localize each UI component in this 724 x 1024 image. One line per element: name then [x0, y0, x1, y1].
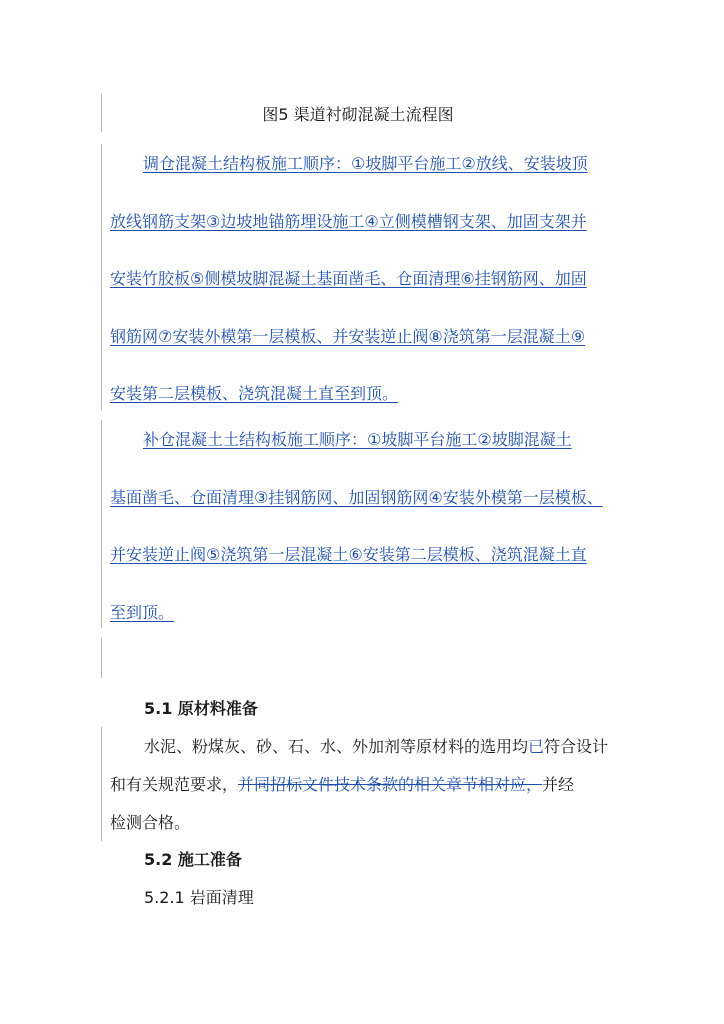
text-line: 基面凿毛、仓面清理③挂钢筋网、加固钢筋网④安装外模第一层模板、 [110, 487, 603, 507]
figure-caption: 图5 渠道衬砌混凝土流程图 [262, 105, 454, 124]
section-heading-5-1: 5.1 原材料准备 [144, 699, 258, 718]
text-line: 放线钢筋支架③边坡地锚筋埋设施工④立侧模槽钢支架、加固支架并 [110, 211, 587, 231]
text-line: 和有关规范要求，并同招标文件技术条款的相关章节相对应，并经 [110, 775, 575, 794]
text-line: 水泥、粉煤灰、砂、石、水、外加剂等原材料的选用均已符合设计 [144, 737, 609, 756]
revision-bar-para3 [101, 727, 102, 841]
text-line: 安装第二层模板、浇筑混凝土直至到顶。 [110, 384, 399, 403]
subsection-heading-5-2-1: 5.2.1 岩面清理 [144, 888, 254, 907]
text-line: 检测合格。 [110, 813, 191, 832]
inserted-text: 已 [528, 737, 545, 756]
inserted-paragraph-fill-slab-sequence [110, 411, 616, 665]
inserted-paragraph-adjust-slab-sequence [110, 135, 616, 446]
text-line: 钢筋网⑦安装外模第一层模板、并安装逆止阀⑧浇筑第一层混凝土⑨ [110, 326, 586, 346]
text-line: 安装竹胶板⑤侧模坡脚混凝土基面凿毛、仓面清理⑥挂钢筋网、加固 [110, 269, 587, 288]
text-line: 补仓混凝土土结构板施工顺序：①坡脚平台施工②坡脚混凝土 [143, 430, 572, 449]
revision-bar-blank [101, 638, 102, 678]
text-line: 并安装逆止阀⑤浇筑第一层混凝土⑥安装第二层模板、浇筑混凝土直 [110, 545, 587, 564]
deleted-text: 并同招标文件技术条款的相关章节相对应， [238, 775, 543, 794]
paragraph-raw-materials [110, 728, 616, 842]
revision-bar-para2 [101, 420, 102, 628]
revision-bar-para1 [101, 144, 102, 410]
section-heading-5-2: 5.2 施工准备 [144, 850, 242, 869]
text-line: 调仓混凝土结构板施工顺序：①坡脚平台施工②放线、安装坡顶 [143, 154, 588, 173]
text-line: 至到顶。 [110, 602, 175, 622]
